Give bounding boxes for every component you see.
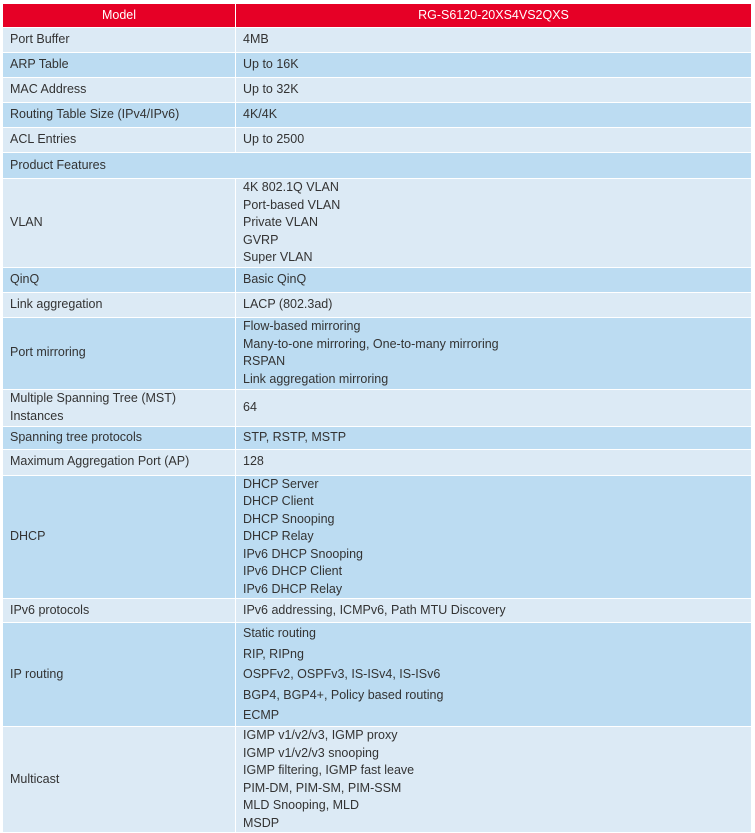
value-line: RSPAN [243,354,286,368]
table-row [3,475,752,599]
row-value [236,426,752,449]
row-value [236,53,752,78]
value-line: Up to 16K [243,57,299,72]
spec-table-container [2,3,751,833]
table-row [3,389,752,426]
row-value [236,128,752,153]
header-model-name: RG-S6120-20XS4VS2QXS [236,4,752,28]
value-line: Private VLAN [243,215,319,229]
value-line: IPv6 DHCP Client [243,564,343,578]
value-line: 128 [243,454,264,469]
header-model: Model [3,4,236,28]
table-row [3,426,752,449]
value-line: Up to 2500 [243,132,305,147]
value-line: Basic QinQ [243,271,307,286]
value-line: ECMP [243,708,280,723]
row-value [236,449,752,475]
row-value [236,179,752,268]
row-label: MAC Address [3,78,236,103]
value-line: LACP (802.3ad) [243,296,333,311]
value-line: IGMP v1/v2/v3 snooping [243,745,379,760]
row-label: ARP Table [3,53,236,78]
value-line: IGMP filtering, IGMP fast leave [243,763,415,777]
row-label: ACL Entries [3,128,236,153]
row-value [236,599,752,623]
table-row [3,449,752,475]
table-row [3,128,752,153]
row-label: QinQ [3,267,236,292]
table-row [3,53,752,78]
row-value [236,292,752,317]
table-row [3,317,752,389]
section-row [3,153,752,179]
value-line: 4MB [243,32,269,47]
value-line: IPv6 addressing, ICMPv6, Path MTU Discovery [243,602,506,617]
value-line: 4K 802.1Q VLAN [243,180,339,194]
value-line: MLD Snooping, MLD [243,798,360,812]
table-row [3,623,752,727]
value-line: IPv6 DHCP Relay [243,581,343,596]
spec-table [2,3,752,833]
row-value [236,475,752,599]
row-value [236,78,752,103]
value-line: STP, RSTP, MSTP [243,429,347,444]
value-line: DHCP Client [243,494,314,508]
row-value [236,623,752,727]
value-line: DHCP Snooping [243,511,335,526]
table-header-row [3,4,752,28]
value-line: IGMP v1/v2/v3, IGMP proxy [243,728,398,742]
table-row [3,292,752,317]
value-line: OSPFv2, OSPFv3, IS-ISv4, IS-ISv6 [243,667,441,682]
value-line: Super VLAN [243,250,313,264]
value-line: Up to 32K [243,82,299,97]
row-label: Port mirroring [3,317,236,389]
value-line: DHCP Relay [243,529,314,543]
table-row [3,267,752,292]
row-label: IP routing [3,623,236,727]
table-row [3,599,752,623]
value-line: Flow-based mirroring [243,319,361,333]
value-line: MSDP [243,815,280,830]
row-value [236,267,752,292]
row-label: Maximum Aggregation Port (AP) [3,449,236,475]
value-line: Many-to-one mirroring, One-to-many mirroring [243,336,499,351]
table-row [3,103,752,128]
table-row [3,28,752,53]
table-row [3,179,752,268]
row-label: Spanning tree protocols [3,426,236,449]
table-row [3,78,752,103]
row-label: Multicast [3,727,236,833]
value-line: RIP, RIPng [243,646,304,661]
row-value [236,28,752,53]
row-label: Multiple Spanning Tree (MST) Instances [3,389,236,426]
row-label: DHCP [3,475,236,599]
row-label: Routing Table Size (IPv4/IPv6) [3,103,236,128]
value-line: PIM-DM, PIM-SM, PIM-SSM [243,780,402,795]
row-value [236,317,752,389]
row-value [236,727,752,833]
section-title: Product Features [3,153,752,179]
table-row [3,727,752,833]
value-line: IPv6 DHCP Snooping [243,546,363,561]
row-label: VLAN [3,179,236,268]
value-line: 4K/4K [243,107,278,122]
value-line: Static routing [243,626,316,641]
value-line: DHCP Server [243,476,319,491]
row-value [236,103,752,128]
value-line: Link aggregation mirroring [243,371,389,386]
value-line: BGP4, BGP4+, Policy based routing [243,687,444,702]
row-label: Port Buffer [3,28,236,53]
value-line: Port-based VLAN [243,197,341,212]
value-line: 64 [243,399,257,414]
row-label: IPv6 protocols [3,599,236,623]
row-value [236,389,752,426]
value-line: GVRP [243,232,279,247]
row-label: Link aggregation [3,292,236,317]
